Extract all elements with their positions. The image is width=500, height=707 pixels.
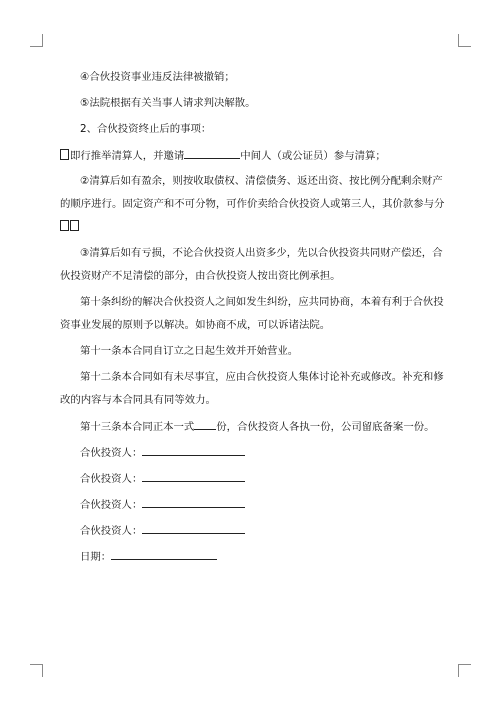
date-line bbox=[80, 549, 470, 564]
article-13-prefix: 第十三条本合同正本一式 bbox=[80, 421, 195, 433]
signature-blank bbox=[142, 497, 245, 508]
surplus-line-1: ②清算后如有盈余，则按收取债权、清偿债务、返还出资、按比例分配剩余财产 bbox=[80, 175, 443, 187]
deficit-line-1: ③清算后如有亏损，不论合伙投资人出资多少，先以合伙投资共同财产偿还，合 bbox=[80, 247, 443, 259]
article-13-suffix: 份，合伙投资人各执一份，公司留底备案一份。 bbox=[216, 421, 435, 433]
missing-glyph-box bbox=[70, 220, 79, 231]
article-11: 第十一条本合同自订立之日起生效并开始营业。 bbox=[80, 345, 299, 357]
signature-label: 合伙投资人： bbox=[80, 473, 143, 485]
signature-line bbox=[80, 523, 470, 538]
missing-glyph-box bbox=[60, 149, 69, 160]
section-2-heading: 2、合伙投资终止后的事项： bbox=[80, 123, 212, 135]
signature-blank bbox=[142, 471, 245, 482]
deficit-line-2: 伙投资财产不足清偿的部分，由合伙投资人按出资比例承担。 bbox=[60, 270, 341, 282]
liquidation-item-1-suffix: 中间人（或公证员）参与清算； bbox=[240, 150, 386, 162]
signature-label: 合伙投资人： bbox=[80, 499, 143, 511]
article-12-line-2: 改的内容与本合同具有同等效力。 bbox=[60, 394, 216, 406]
missing-glyph-box bbox=[60, 220, 69, 231]
dissolution-item-5: ⑤法院根据有关当事人请求判决解散。 bbox=[80, 97, 256, 109]
signature-label: 合伙投资人： bbox=[80, 447, 143, 459]
signature-blank bbox=[142, 445, 245, 456]
signature-line bbox=[80, 445, 470, 460]
article-12-line-1: 第十二条本合同如有未尽事宜，应由合伙投资人集体讨论补充或修改。补充和修 bbox=[80, 371, 444, 383]
dissolution-item-4: ④合伙投资事业违反法律被撤销； bbox=[80, 71, 235, 83]
article-13 bbox=[80, 419, 470, 434]
signature-line bbox=[80, 471, 470, 486]
crop-mark-top-left bbox=[30, 34, 43, 47]
crop-mark-top-right bbox=[458, 34, 471, 47]
article-10-line-1: 第十条纠纷的解决合伙投资人之间如发生纠纷，应共同协商，本着有利于合伙投 bbox=[80, 296, 444, 308]
signature-line bbox=[80, 497, 470, 512]
blank-underline bbox=[184, 148, 240, 159]
date-blank bbox=[111, 549, 217, 560]
crop-mark-bottom-right bbox=[458, 664, 471, 677]
surplus-line-3 bbox=[60, 220, 450, 234]
article-10-line-2: 资事业发展的原则予以解决。如协商不成，可以诉诸法院。 bbox=[60, 319, 331, 331]
liquidation-item-1 bbox=[60, 148, 450, 163]
liquidation-item-1-prefix: 即行推举清算人，并邀请 bbox=[70, 150, 185, 162]
signature-blank bbox=[142, 523, 245, 534]
crop-mark-bottom-left bbox=[30, 664, 43, 677]
copies-blank-underline bbox=[194, 419, 216, 430]
date-label: 日期： bbox=[80, 551, 112, 563]
signature-label: 合伙投资人： bbox=[80, 525, 143, 537]
surplus-line-2: 的顺序进行。固定资产和不可分物，可作价卖给合伙投资人或第三人，其价款参与分 bbox=[60, 198, 445, 210]
